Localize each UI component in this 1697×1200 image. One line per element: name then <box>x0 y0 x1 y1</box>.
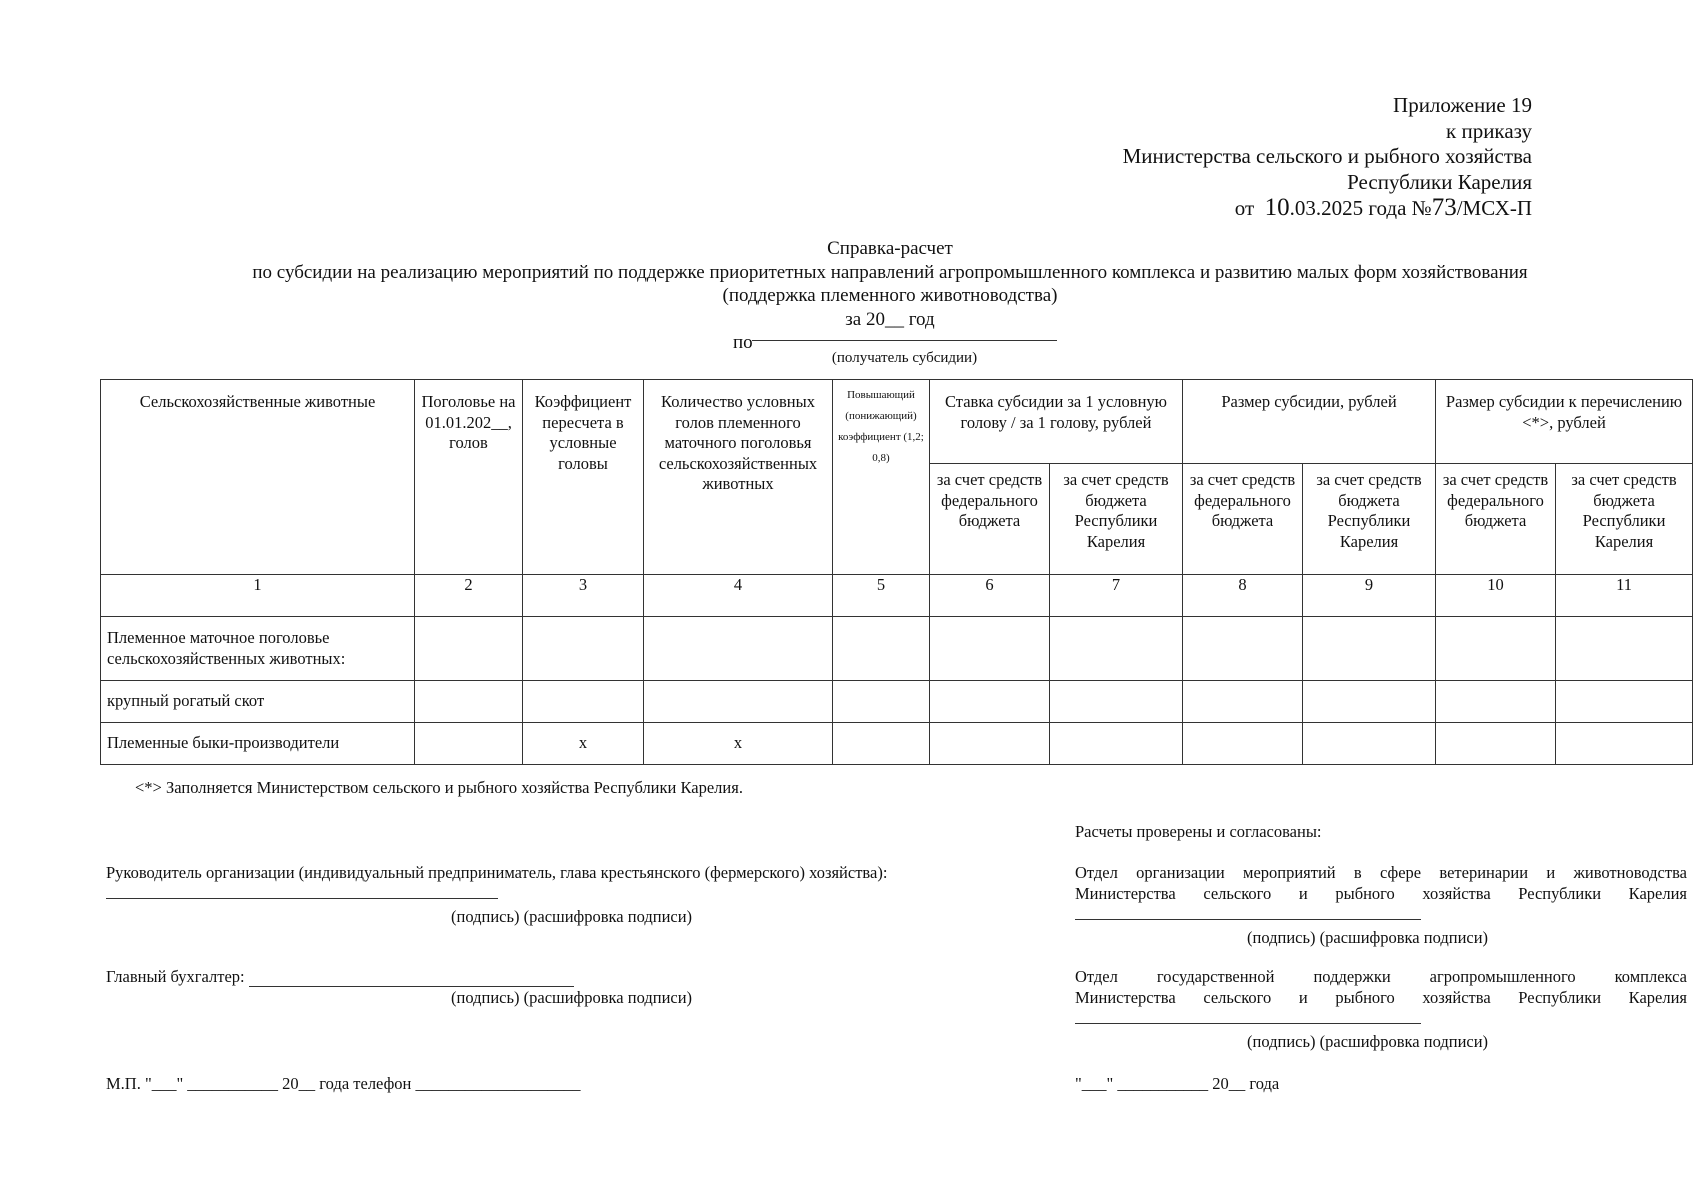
table-cell[interactable] <box>644 681 833 723</box>
appendix-order-ref: к приказу <box>1446 118 1532 143</box>
agro-dept-signature-field[interactable] <box>1075 1009 1421 1024</box>
title-line-3: (поддержка племенного животноводства) <box>722 285 1058 306</box>
table-cell[interactable] <box>1303 617 1436 681</box>
cell-x-mark: х <box>523 723 644 765</box>
order-number: 73 <box>1431 194 1457 221</box>
accountant-block <box>106 966 1006 1008</box>
header-subsidy-group: Размер субсидии, рублей <box>1183 380 1436 464</box>
table-row <box>101 617 1693 681</box>
table-cell[interactable] <box>1183 723 1303 765</box>
table-cell[interactable] <box>1436 723 1556 765</box>
document-title <box>200 237 1580 355</box>
table-cell[interactable] <box>644 617 833 681</box>
table-cell[interactable] <box>523 617 644 681</box>
recipient-field[interactable] <box>752 340 1057 341</box>
table-cell[interactable] <box>1556 681 1693 723</box>
header-animals: Сельскохозяйственные животные <box>101 380 415 575</box>
recipient-prefix: по <box>733 332 753 353</box>
table-cell[interactable] <box>1050 617 1183 681</box>
header-adjust-coefficient: Повышающий (понижающий) коэффициент (1,2; 0,8) <box>833 380 930 575</box>
table-cell[interactable] <box>833 681 930 723</box>
table-cell[interactable] <box>523 681 644 723</box>
table-cell[interactable] <box>1050 681 1183 723</box>
header-rate-group: Ставка субсидии за 1 условную голову / за 1 голову, рублей <box>930 380 1183 464</box>
header-coefficient: Коэффициент пересчета в условные головы <box>523 380 644 575</box>
table-cell[interactable] <box>930 617 1050 681</box>
table-cell[interactable] <box>415 617 523 681</box>
col-number: 6 <box>930 575 1050 617</box>
vet-dept-signature-field[interactable] <box>1075 905 1421 920</box>
table-cell[interactable] <box>1303 681 1436 723</box>
approval-date: "___" ___________ 20__ года <box>1075 1074 1280 1093</box>
appendix-number: Приложение 19 <box>1393 93 1532 117</box>
title-line-2: по субсидии на реализацию мероприятий по поддержке приоритетных направлений агропромышленного комплекса и развитию малых форм хозяйствования <box>252 261 1528 283</box>
header-transfer-regional: за счет средств бюджета Республики Карелия <box>1556 464 1693 575</box>
table-cell[interactable] <box>833 723 930 765</box>
accountant-sign-caption: (подпись) (расшифровка подписи) <box>451 988 693 1007</box>
col-number: 8 <box>1183 575 1303 617</box>
table-cell[interactable] <box>1436 617 1556 681</box>
cell-x-mark: х <box>644 723 833 765</box>
col-number: 11 <box>1556 575 1693 617</box>
order-suffix: /МСХ-П <box>1456 196 1532 220</box>
head-signature-block <box>106 862 1006 927</box>
table-row <box>101 681 1693 723</box>
agro-dept-sign-caption: (подпись) (расшифровка подписи) <box>1247 1032 1489 1051</box>
table-cell[interactable] <box>1556 723 1693 765</box>
col-number: 2 <box>415 575 523 617</box>
row-label-breeding-stock: Племенное маточное поголовье сельскохозяйственных животных: <box>101 617 415 681</box>
table-cell[interactable] <box>833 617 930 681</box>
head-signature-field[interactable] <box>106 884 498 899</box>
table-cell[interactable] <box>1436 681 1556 723</box>
vet-dept-name: Отдел организации мероприятий в сфере ветеринарии и животноводства <box>1075 863 1687 882</box>
table-cell[interactable] <box>415 723 523 765</box>
agro-dept-name: Отдел государственной поддержки агропромышленного комплекса <box>1075 967 1687 986</box>
header-subsidy-federal: за счет средств федерального бюджета <box>1183 464 1303 575</box>
vet-dept-block <box>1075 862 1687 948</box>
stamp-date-phone: М.П. "___" ___________ 20__ года телефон ____________________ <box>106 1074 581 1093</box>
row-label-bulls: Племенные быки-производители <box>101 723 415 765</box>
table-cell[interactable] <box>1183 617 1303 681</box>
header-transfer-federal: за счет средств федерального бюджета <box>1436 464 1556 575</box>
accountant-signature-field[interactable] <box>249 971 574 987</box>
date-rest: .03.2025 года № <box>1289 196 1432 220</box>
subsidy-table <box>100 379 1693 765</box>
recipient-caption: (получатель субсидии) <box>831 350 978 366</box>
header-rate-federal: за счет средств федерального бюджета <box>930 464 1050 575</box>
table-cell[interactable] <box>1183 681 1303 723</box>
row-label-cattle: крупный рогатый скот <box>101 681 415 723</box>
table-cell[interactable] <box>1556 617 1693 681</box>
appendix-ministry: Министерства сельского и рыбного хозяйства <box>1122 144 1532 168</box>
footnote: <*> Заполняется Министерством сельского и рыбного хозяйства Республики Карелия. <box>135 778 743 797</box>
col-number: 3 <box>523 575 644 617</box>
table-number-row <box>101 575 1693 617</box>
approval-heading: Расчеты проверены и согласованы: <box>1075 822 1322 841</box>
table-header-row-1 <box>101 380 1693 464</box>
head-sign-caption: (подпись) (расшифровка подписи) <box>451 907 693 926</box>
table-cell[interactable] <box>1050 723 1183 765</box>
title-line-1: Справка-расчет <box>827 238 953 259</box>
appendix-header <box>1123 93 1532 222</box>
appendix-date <box>1123 195 1532 222</box>
agro-dept-block <box>1075 966 1687 1052</box>
col-number: 4 <box>644 575 833 617</box>
date-day: 10 <box>1264 194 1290 221</box>
title-year: за 20__ год <box>845 308 935 330</box>
table-cell[interactable] <box>415 681 523 723</box>
accountant-label: Главный бухгалтер: <box>106 967 245 986</box>
date-prefix: от <box>1234 196 1255 220</box>
col-number: 7 <box>1050 575 1183 617</box>
header-conditional-heads: Количество условных голов племенного маточного поголовья сельскохозяйственных животных <box>644 380 833 575</box>
header-transfer-group: Размер субсидии к перечислению <*>, рублей <box>1436 380 1693 464</box>
agro-dept-ministry: Министерства сельского и рыбного хозяйства Республики Карелия <box>1075 988 1687 1007</box>
appendix-republic: Республики Карелия <box>1347 169 1532 194</box>
col-number: 10 <box>1436 575 1556 617</box>
table-cell[interactable] <box>930 681 1050 723</box>
table-cell[interactable] <box>1303 723 1436 765</box>
header-livestock: Поголовье на 01.01.202__, голов <box>415 380 523 575</box>
vet-dept-sign-caption: (подпись) (расшифровка подписи) <box>1247 928 1489 947</box>
header-subsidy-regional: за счет средств бюджета Республики Карелия <box>1303 464 1436 575</box>
col-number: 9 <box>1303 575 1436 617</box>
head-label: Руководитель организации (индивидуальный предприниматель, глава крестьянского (фермерского) хозяйства): <box>106 863 888 882</box>
vet-dept-ministry: Министерства сельского и рыбного хозяйства Республики Карелия <box>1075 884 1687 903</box>
col-number: 5 <box>833 575 930 617</box>
col-number: 1 <box>101 575 415 617</box>
table-cell[interactable] <box>930 723 1050 765</box>
header-rate-regional: за счет средств бюджета Республики Карелия <box>1050 464 1183 575</box>
table-row <box>101 723 1693 765</box>
